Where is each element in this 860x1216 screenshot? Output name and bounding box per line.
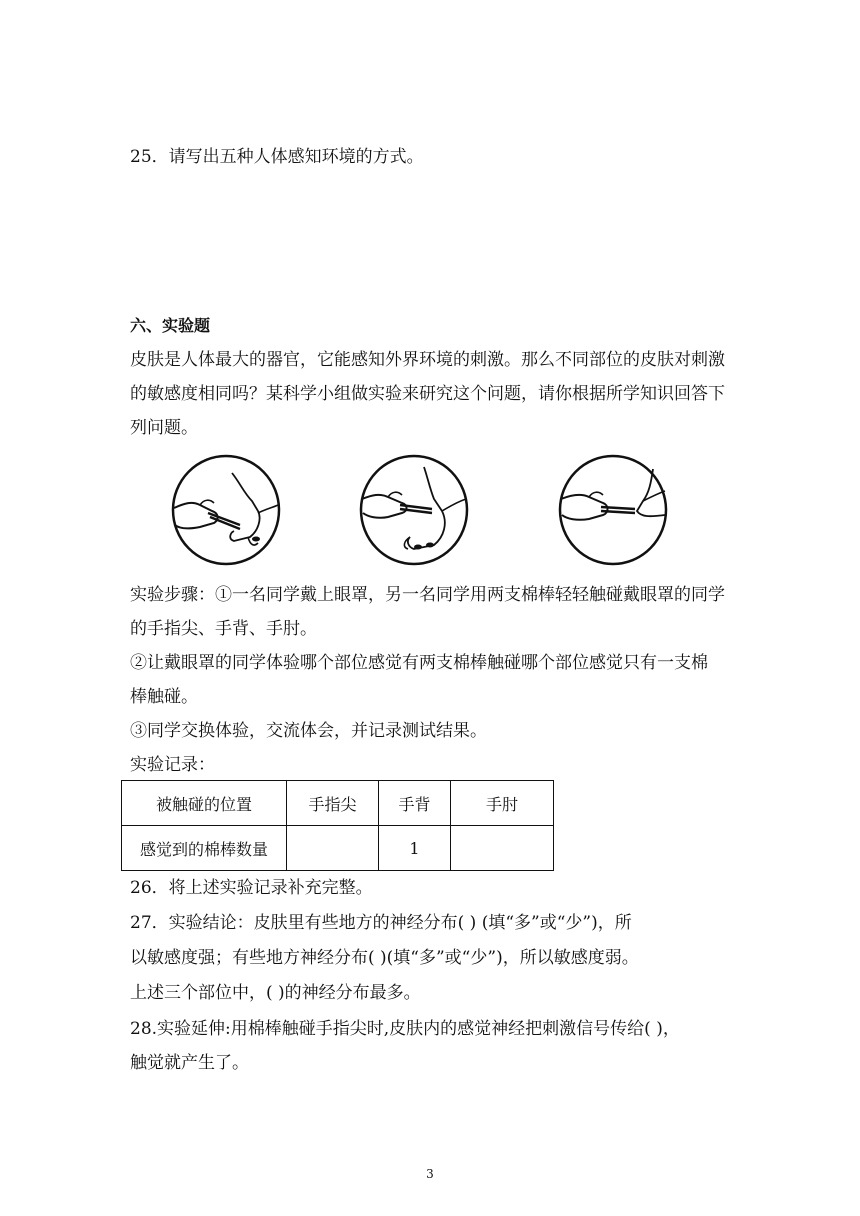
question-26: 26．将上述实验记录补充完整。	[130, 878, 373, 898]
table-cell	[287, 826, 379, 871]
table-row	[122, 826, 554, 871]
table-cell: 感觉到的棉棒数量	[122, 826, 287, 871]
steps-line-3: ②让戴眼罩的同学体验哪个部位感觉有两支棉棒触碰哪个部位感觉只有一支棉	[130, 653, 708, 673]
figure-elbow	[557, 453, 669, 567]
intro-line-1: 皮肤是人体最大的器官，它能感知外界环境的刺激。那么不同部位的皮肤对刺激	[130, 350, 725, 370]
fingertip-touch-illustration	[170, 453, 282, 567]
table-header-cell: 手肘	[451, 781, 554, 826]
question-27-line-3: 上述三个部位中，( )的神经分布最多。	[130, 983, 421, 1003]
record-label: 实验记录：	[130, 755, 215, 775]
question-28-line-2: 触觉就产生了。	[130, 1053, 249, 1073]
hand-back-touch-illustration	[358, 453, 470, 567]
elbow-touch-illustration	[557, 453, 669, 567]
steps-line-4: 棒触碰。	[130, 687, 198, 707]
steps-line-5: ③同学交换体验，交流体会，并记录测试结果。	[130, 721, 487, 741]
intro-line-3: 列问题。	[130, 418, 198, 438]
question-25: 25．请写出五种人体感知环境的方式。	[130, 147, 424, 167]
steps-line-1: 实验步骤：①一名同学戴上眼罩，另一名同学用两支棉棒轻轻触碰戴眼罩的同学	[130, 585, 725, 605]
figure-fingertip	[170, 453, 282, 567]
steps-line-2: 的手指尖、手背、手肘。	[130, 619, 317, 639]
table-header-cell: 手背	[379, 781, 451, 826]
question-28-line-1: 28.实验延伸:用棉棒触碰手指尖时,皮肤内的感觉神经把刺激信号传给( )，	[130, 1019, 680, 1039]
table-cell: 1	[379, 826, 451, 871]
intro-line-2: 的敏感度相同吗？某科学小组做实验来研究这个问题，请你根据所学知识回答下	[130, 384, 725, 404]
figure-hand-back	[358, 453, 470, 567]
table-header-cell: 被触碰的位置	[122, 781, 287, 826]
question-27-line-2: 以敏感度强；有些地方神经分布( )(填“多”或“少”)，所以敏感度弱。	[130, 948, 639, 968]
experiment-record-table	[121, 780, 554, 871]
table-row	[122, 781, 554, 826]
table-header-cell: 手指尖	[287, 781, 379, 826]
page-number: 3	[426, 1167, 434, 1181]
question-27-line-1: 27．实验结论：皮肤里有些地方的神经分布( ) (填“多”或“少”)，所	[130, 913, 632, 933]
table-cell	[451, 826, 554, 871]
section-title: 六、实验题	[130, 316, 211, 335]
